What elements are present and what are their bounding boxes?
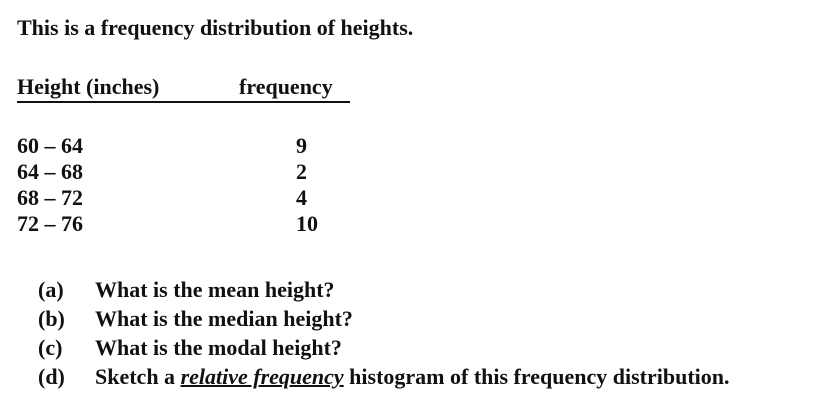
intro-text: This is a frequency distribution of heights. (17, 15, 414, 40)
question-label: (b) (38, 306, 65, 331)
question-text: What is the median height? (95, 306, 353, 331)
question-item (38, 333, 828, 362)
height-column-header: Height (inches) (17, 74, 160, 99)
table-row (17, 133, 357, 159)
height-range: 72 – 76 (17, 211, 83, 236)
question-text-before: Sketch a (95, 364, 181, 389)
question-label: (c) (38, 335, 63, 360)
table-row (17, 185, 357, 211)
height-range: 64 – 68 (17, 159, 83, 184)
question-text (95, 362, 730, 391)
frequency-value: 2 (296, 159, 307, 184)
frequency-column-header: frequency (239, 74, 333, 99)
question-text: What is the modal height? (95, 335, 342, 360)
relative-frequency-emphasis: relative frequency (180, 364, 344, 389)
question-label: (a) (38, 277, 64, 302)
frequency-table (17, 133, 357, 237)
question-text: What is the mean height? (95, 277, 335, 302)
question-label: (d) (38, 364, 65, 389)
frequency-value: 9 (296, 133, 307, 158)
question-text-after: histogram of this frequency distribution. (343, 364, 730, 389)
height-range: 60 – 64 (17, 133, 83, 158)
question-list (38, 275, 828, 391)
question-item (38, 275, 828, 304)
question-item (38, 362, 828, 391)
table-header (17, 73, 350, 103)
height-range: 68 – 72 (17, 185, 83, 210)
frequency-value: 4 (296, 185, 307, 210)
table-row (17, 211, 357, 237)
question-item (38, 304, 828, 333)
table-row (17, 159, 357, 185)
frequency-value: 10 (296, 211, 318, 236)
